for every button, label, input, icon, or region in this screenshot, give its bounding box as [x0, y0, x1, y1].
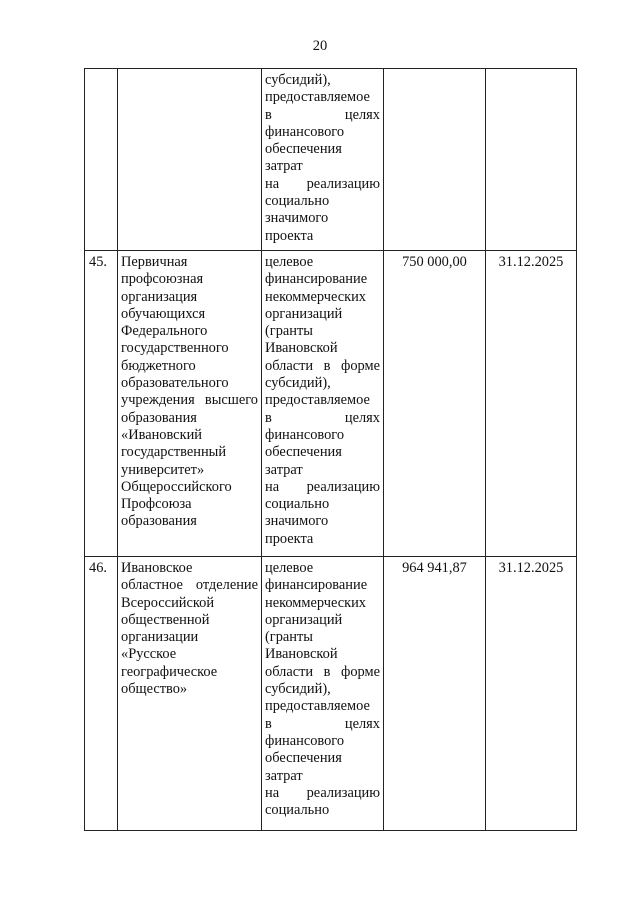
- organization-line: Ивановское: [121, 560, 193, 576]
- purpose-line: предоставляемое: [265, 698, 370, 715]
- purpose-line: целевое: [265, 254, 314, 270]
- organization-line: общественной: [121, 611, 210, 628]
- purpose-line: затрат: [265, 158, 303, 175]
- table-row: [85, 557, 577, 831]
- purpose-line: в целях: [265, 715, 380, 732]
- organization-line: обучающихся: [121, 305, 206, 322]
- purpose-line: социально: [265, 193, 330, 210]
- date-cell: 31.12.2025: [486, 557, 577, 831]
- organization-line: профсоюзная: [121, 271, 204, 288]
- purpose-cell: [262, 69, 384, 251]
- purpose-line: области в форме: [265, 663, 380, 680]
- row-number-cell: 46.: [85, 557, 118, 831]
- table-row: [85, 69, 577, 251]
- organization-line: «Ивановский: [121, 426, 202, 443]
- organization-line: географическое: [121, 663, 218, 680]
- purpose-line: (гранты: [265, 323, 313, 340]
- purpose-line: обеспечения: [265, 750, 342, 767]
- row-number-cell: [85, 69, 118, 251]
- purpose-line: значимого: [265, 513, 329, 530]
- purpose-line: затрат: [265, 461, 303, 478]
- purpose-cell: [262, 251, 384, 557]
- row-number-cell: 45.: [85, 251, 118, 557]
- purpose-line: на реализацию: [265, 784, 380, 801]
- grants-table: [84, 68, 577, 831]
- purpose-line: в целях: [265, 409, 380, 426]
- amount-cell: [384, 69, 486, 251]
- organization-line: Федерального: [121, 323, 208, 340]
- purpose-line: организаций: [265, 305, 343, 322]
- purpose-line: финансирование: [265, 271, 368, 288]
- organization-line: образования: [121, 409, 197, 426]
- purpose-line: обеспечения: [265, 141, 342, 158]
- purpose-line: затрат: [265, 767, 303, 784]
- organization-line: бюджетного: [121, 357, 196, 374]
- organization-line: организации: [121, 629, 199, 646]
- purpose-line: проекта: [265, 227, 314, 244]
- purpose-line: предоставляемое: [265, 392, 370, 409]
- table-row: [85, 251, 577, 557]
- organization-line: «Русское: [121, 646, 177, 663]
- purpose-line: предоставляемое: [265, 89, 370, 106]
- organization-line: Всероссийской: [121, 594, 215, 611]
- organization-line: Общероссийского: [121, 478, 232, 495]
- organization-cell: [118, 557, 262, 831]
- organization-line: организация: [121, 288, 198, 305]
- purpose-line: финансирование: [265, 577, 368, 594]
- organization-cell: [118, 251, 262, 557]
- organization-line: государственный: [121, 444, 227, 461]
- purpose-line: финансового: [265, 426, 345, 443]
- organization-line: университет»: [121, 461, 205, 478]
- purpose-line: социально: [265, 496, 330, 513]
- purpose-cell: [262, 557, 384, 831]
- purpose-line: в целях: [265, 106, 380, 123]
- purpose-line: обеспечения: [265, 444, 342, 461]
- page-number: 20: [312, 38, 328, 54]
- purpose-line: Ивановской: [265, 646, 338, 663]
- amount-cell: 750 000,00: [384, 251, 486, 557]
- purpose-line: Ивановской: [265, 340, 338, 357]
- purpose-line: проекта: [265, 530, 314, 547]
- purpose-line: некоммерческих: [265, 288, 366, 305]
- date-cell: 31.12.2025: [486, 251, 577, 557]
- purpose-line: субсидий),: [265, 375, 331, 392]
- purpose-line: на реализацию: [265, 175, 380, 192]
- purpose-line: области в форме: [265, 357, 380, 374]
- organization-line: образования: [121, 513, 197, 530]
- organization-line: общество»: [121, 681, 188, 698]
- purpose-line: на реализацию: [265, 478, 380, 495]
- organization-line: государственного: [121, 340, 229, 357]
- organization-line: Профсоюза: [121, 496, 192, 513]
- purpose-line: целевое: [265, 560, 314, 576]
- purpose-line: (гранты: [265, 629, 313, 646]
- organization-line: образовательного: [121, 375, 229, 392]
- purpose-line: организаций: [265, 611, 343, 628]
- date-cell: [486, 69, 577, 251]
- purpose-line: некоммерческих: [265, 594, 366, 611]
- amount-cell: 964 941,87: [384, 557, 486, 831]
- purpose-line: финансового: [265, 732, 345, 749]
- purpose-line: субсидий),: [265, 72, 331, 88]
- purpose-line: социально: [265, 802, 330, 819]
- organization-cell: [118, 69, 262, 251]
- organization-line: учреждения высшего: [121, 392, 258, 409]
- organization-line: областное отделение: [121, 577, 258, 594]
- purpose-line: значимого: [265, 210, 329, 227]
- purpose-line: субсидий),: [265, 681, 331, 698]
- organization-line: Первичная: [121, 254, 188, 270]
- purpose-line: финансового: [265, 123, 345, 140]
